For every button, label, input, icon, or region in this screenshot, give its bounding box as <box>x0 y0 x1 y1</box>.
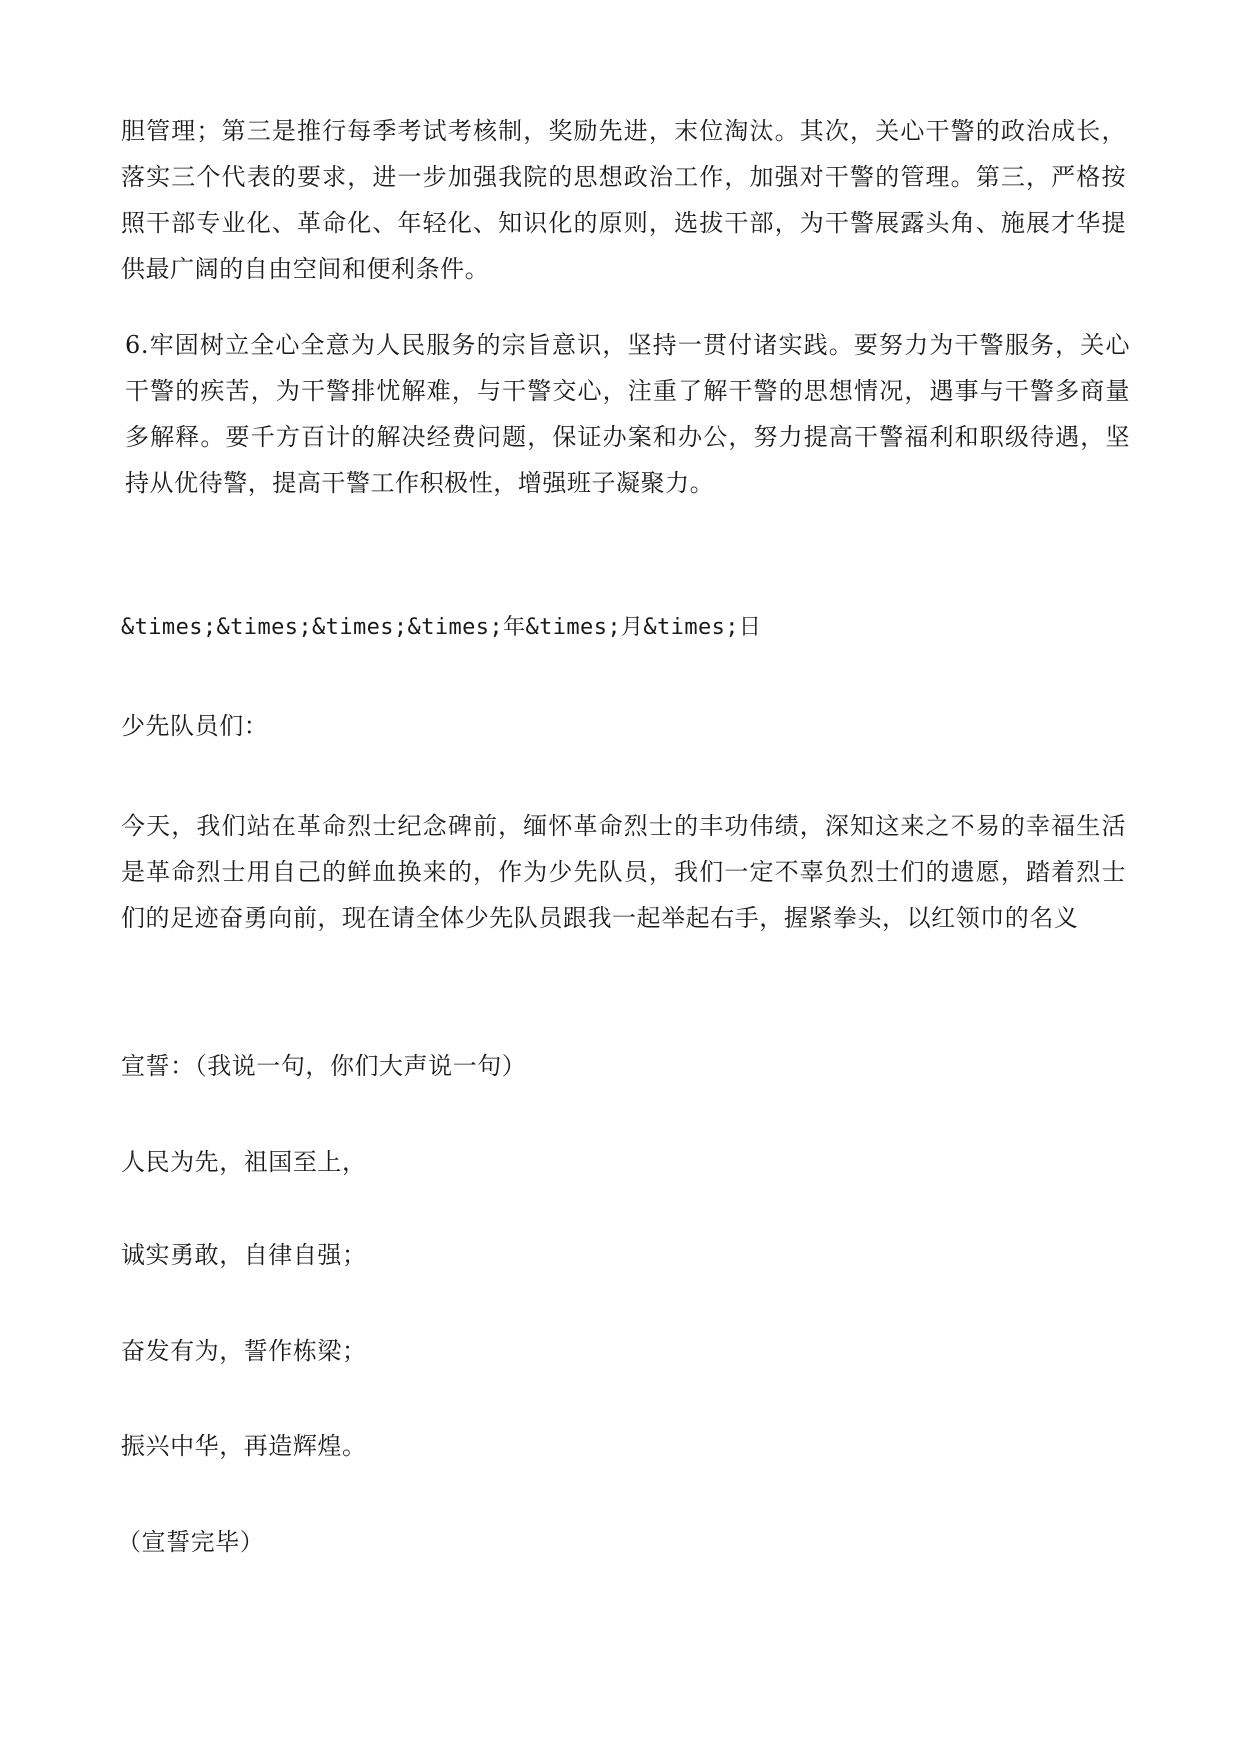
oath-line-4: 振兴中华，再造辉煌。 <box>121 1432 367 1460</box>
paragraph-service-item-6: 6.牢固树立全心全意为人民服务的宗旨意识，坚持一贯付诸实践。要努力为干警服务，关心干警的疾苦，为干警排忧解难，与干警交心，注重了解干警的思想情况，遇事与干警多商量多解释。要千方百计的解决经费问题，保证办案和办公，努力提高干警福利和职级待遇，坚持从优待警，提高干警工作积极性，增强班子凝聚力。 <box>125 331 1130 497</box>
oath-intro: 宣誓：（我说一句，你们大声说一句） <box>121 1052 527 1080</box>
oath-line-2: 诚实勇敢，自律自强； <box>121 1241 367 1269</box>
salutation: 少先队员们： <box>121 712 269 740</box>
oath-end-note: （宣誓完毕） <box>117 1528 265 1556</box>
paragraph-management: 胆管理；第三是推行每季考试考核制，奖励先进，末位淘汰。其次，关心干警的政治成长，落实三个代表的要求，进一步加强我院的思想政治工作，加强对干警的管理。第三，严格按照干部专业化、革命化、年轻化、知识化的原则，选拔干部，为干警展露头角、施展才华提供最广阔的自由空间和便利条件。 <box>121 117 1126 283</box>
oath-line-1: 人民为先，祖国至上， <box>121 1148 367 1176</box>
oath-line-3: 奋发有为，誓作栋梁； <box>121 1337 367 1365</box>
date-line: &times;&times;&times;&times;年&times;月&times;日 <box>121 615 762 640</box>
paragraph-speech: 今天，我们站在革命烈士纪念碑前，缅怀革命烈士的丰功伟绩，深知这来之不易的幸福生活是革命烈士用自己的鲜血换来的，作为少先队员，我们一定不辜负烈士们的遗愿，踏着烈士们的足迹奋勇向前，现在请全体少先队员跟我一起举起右手，握紧拳头，以红领巾的名义 <box>121 812 1126 932</box>
